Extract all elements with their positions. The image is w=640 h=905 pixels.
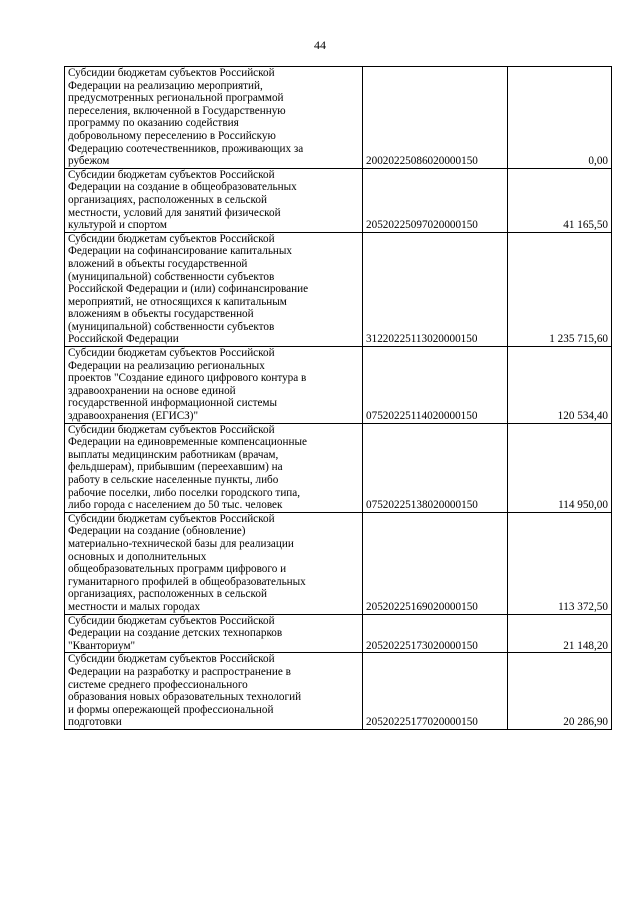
table-row	[65, 347, 612, 424]
budget-code-cell: 20020225086020000150	[363, 67, 508, 169]
subsidy-name-cell: Субсидии бюджетам субъектов Российской Федерации на единовременные компенсационные выплаты медицинским работникам (врачам, фельдшерам), прибывшим (переехавшим) на работу в сельские населенные пункты, либо рабочие поселки, либо поселки городского типа, либо города с населением до 50 тыс. человек	[65, 423, 363, 512]
table-row	[65, 423, 612, 512]
subsidy-name-cell: Субсидии бюджетам субъектов Российской Федерации на реализацию мероприятий, предусмотренных региональной программой переселения, включенной в Государственную программу по оказанию содействия добровольному переселению в Российскую Федерацию соотечественников, проживающих за рубежом	[65, 67, 363, 169]
amount-cell: 113 372,50	[508, 512, 612, 614]
amount-cell: 21 148,20	[508, 614, 612, 653]
table-row	[65, 67, 612, 169]
table-row	[65, 168, 612, 232]
subsidy-name-cell: Субсидии бюджетам субъектов Российской Федерации на создание детских технопарков "Кванториум"	[65, 614, 363, 653]
subsidy-name-cell: Субсидии бюджетам субъектов Российской Федерации на разработку и распространение в системе среднего профессионального образования новых образовательных технологий и формы опережающей профессиональной подготовки	[65, 653, 363, 730]
budget-code-cell: 20520225173020000150	[363, 614, 508, 653]
budget-code-cell: 07520225114020000150	[363, 347, 508, 424]
subsidy-name-cell: Субсидии бюджетам субъектов Российской Федерации на создание в общеобразовательных организациях, расположенных в сельской местности, условий для занятий физической культурой и спортом	[65, 168, 363, 232]
amount-cell: 0,00	[508, 67, 612, 169]
budget-code-cell: 07520225138020000150	[363, 423, 508, 512]
table-row	[65, 232, 612, 346]
subsidy-name-cell: Субсидии бюджетам субъектов Российской Федерации на создание (обновление) материально-технической базы для реализации основных и дополнительных общеобразовательных программ цифрового и гуманитарного профилей в общеобразовательных организациях, расположенных в сельской местности и малых городах	[65, 512, 363, 614]
table-row	[65, 614, 612, 653]
table-row	[65, 653, 612, 730]
subsidies-table	[64, 66, 612, 730]
budget-code-cell: 20520225177020000150	[363, 653, 508, 730]
subsidy-name-cell: Субсидии бюджетам субъектов Российской Федерации на софинансирование капитальных вложений в объекты государственной (муниципальной) собственности субъектов Российской Федерации и (или) софинансирование мероприятий, не относящихся к капитальным вложениям в объекты государственной (муниципальной) собственности субъектов Российской Федерации	[65, 232, 363, 346]
budget-code-cell: 20520225097020000150	[363, 168, 508, 232]
amount-cell: 41 165,50	[508, 168, 612, 232]
budget-code-cell: 20520225169020000150	[363, 512, 508, 614]
subsidy-name-cell: Субсидии бюджетам субъектов Российской Федерации на реализацию региональных проектов "Создание единого цифрового контура в здравоохранении на основе единой государственной информационной системы здравоохранения (ЕГИСЗ)"	[65, 347, 363, 424]
table-row	[65, 512, 612, 614]
budget-code-cell: 31220225113020000150	[363, 232, 508, 346]
amount-cell: 20 286,90	[508, 653, 612, 730]
amount-cell: 120 534,40	[508, 347, 612, 424]
amount-cell: 1 235 715,60	[508, 232, 612, 346]
page-number: 44	[314, 38, 326, 52]
amount-cell: 114 950,00	[508, 423, 612, 512]
